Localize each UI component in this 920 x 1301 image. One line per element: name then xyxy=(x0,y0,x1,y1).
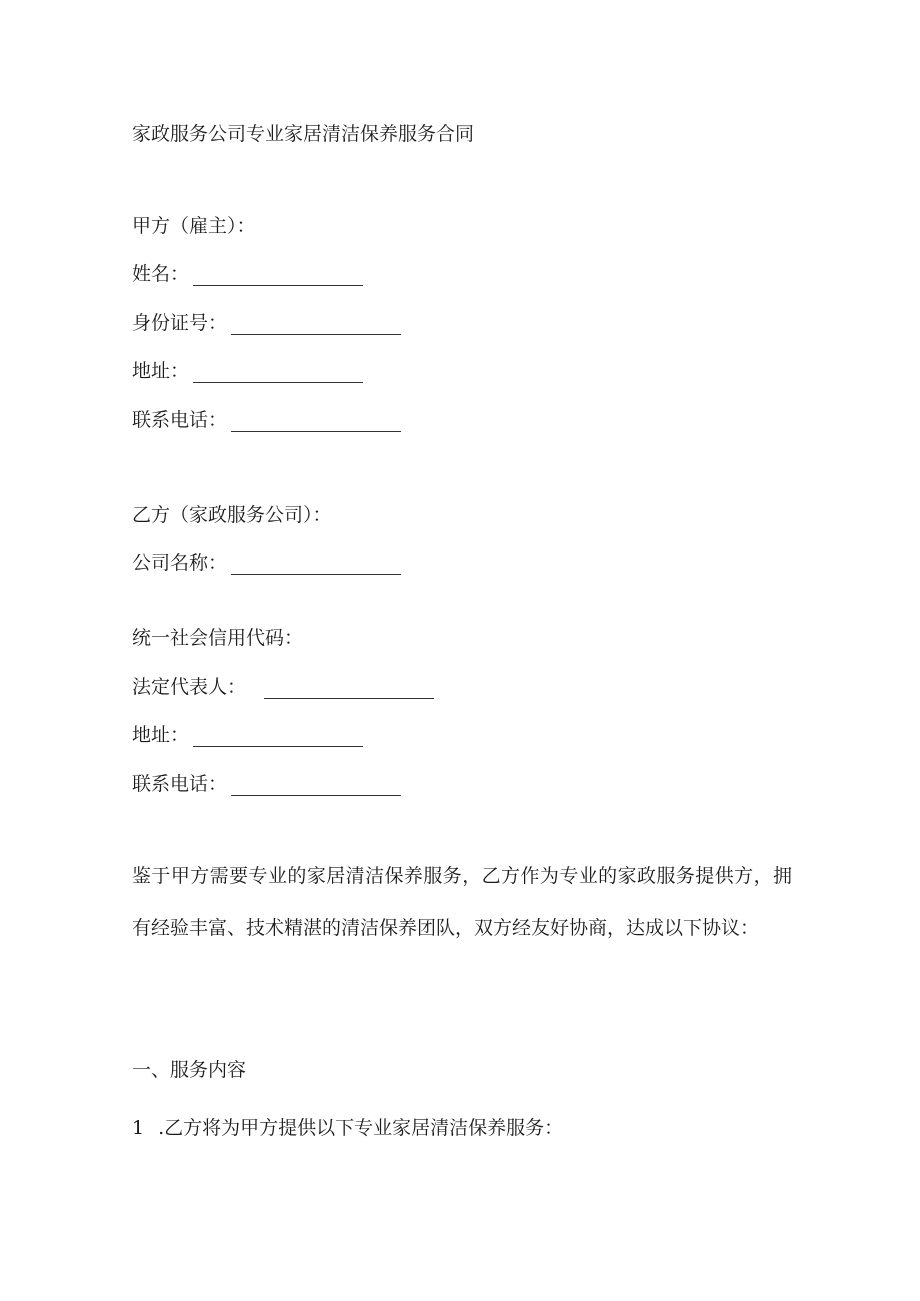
party-b-phone-row xyxy=(132,772,401,796)
party-a-address-row xyxy=(132,359,363,383)
party-a-heading: 甲方（雇主）： xyxy=(132,215,256,237)
party-b-credit-code-label: 统一社会信用代码： xyxy=(132,627,304,649)
party-b-heading: 乙方（家政服务公司）： xyxy=(132,504,332,526)
party-a-id-blank xyxy=(231,316,401,335)
party-b-legal-rep-row xyxy=(132,675,434,699)
party-b-legal-rep-label: 法定代表人： xyxy=(132,676,247,698)
party-a-phone-blank xyxy=(231,413,401,432)
party-a-address-label: 地址： xyxy=(132,360,190,382)
party-b-address-row xyxy=(132,723,363,747)
party-b-company-label: 公司名称： xyxy=(132,552,228,574)
party-a-id-row xyxy=(132,311,401,335)
section-1-item-1-text: .乙方将为甲方提供以下专业家居清洁保养服务： xyxy=(158,1117,564,1139)
party-a-address-blank xyxy=(193,364,363,383)
party-b-phone-label: 联系电话： xyxy=(132,773,228,795)
party-a-phone-row xyxy=(132,408,401,432)
section-1-item-1-number: 1 xyxy=(132,1117,145,1139)
party-a-name-blank xyxy=(193,267,363,286)
party-b-legal-rep-blank xyxy=(264,680,434,699)
party-a-id-label: 身份证号： xyxy=(132,312,228,334)
section-1-heading: 一、服务内容 xyxy=(132,1059,247,1081)
preamble-paragraph: 鉴于甲方需要专业的家居清洁保养服务，乙方作为专业的家政服务提供方，拥有经验丰富、技术精湛的清洁保养团队，双方经友好协商，达成以下协议： xyxy=(132,865,792,939)
section-1-item-1 xyxy=(132,1116,563,1140)
contract-title: 家政服务公司专业家居清洁保养服务合同 xyxy=(132,123,475,145)
party-b-address-label: 地址： xyxy=(132,724,190,746)
party-b-company-blank xyxy=(231,556,401,575)
party-b-address-blank xyxy=(193,728,363,747)
party-a-name-label: 姓名： xyxy=(132,263,190,285)
party-a-name-row xyxy=(132,262,363,286)
party-a-phone-label: 联系电话： xyxy=(132,409,228,431)
party-b-phone-blank xyxy=(231,777,401,796)
party-b-company-row xyxy=(132,551,401,575)
